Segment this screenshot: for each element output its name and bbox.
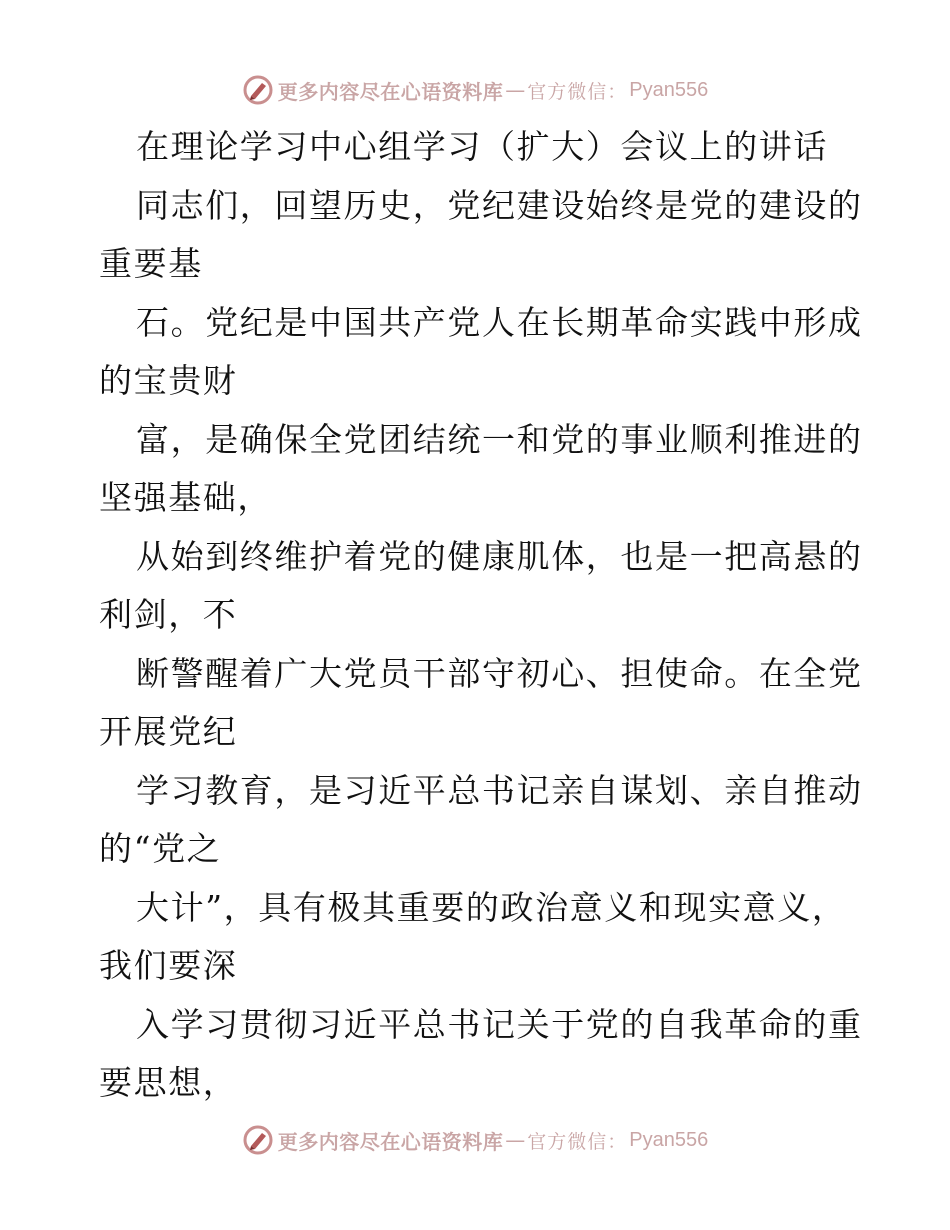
watermark-wechat-label: 官方微信： [527,80,628,103]
watermark-site-name: 更多内容尽在心语资料库 [277,79,504,104]
text-line: 石。党纪是中国共产党人在长期革命实践中形成 [136,302,863,342]
text-line: 学习教育，是习近平总书记亲自谋划、亲自推动 [136,770,863,810]
watermark-dash: — [505,1128,526,1152]
pen-logo-icon [242,74,274,106]
document-body [99,118,863,1113]
text-line: 在理论学习中心组学习（扩大）会议上的讲话 [136,127,828,166]
text-line: 的“党之 [99,829,222,868]
text-line: 我们要深 [99,946,238,985]
text-line: 从始到终维护着党的健康肌体，也是一把高悬的 [136,536,863,576]
footer-watermark [0,1120,950,1160]
watermark-dash: — [505,78,526,102]
watermark-site-name: 更多内容尽在心语资料库 [277,1129,504,1154]
text-line: 坚强基础， [99,478,272,517]
watermark-wechat-label: 官方微信： [527,1130,628,1153]
watermark-wechat-id: Pyan556 [629,1128,709,1151]
text-line: 要思想， [99,1063,238,1102]
text-line: 同志们，回望历史，党纪建设始终是党的建设的 [136,185,863,225]
watermark-wechat-id: Pyan556 [629,78,709,101]
text-line: 利剑，不 [99,595,238,634]
text-line: 的宝贵财 [99,361,238,400]
text-line: 重要基 [99,244,203,283]
text-line: 开展党纪 [99,712,238,751]
text-line: 富，是确保全党团结统一和党的事业顺利推进的 [136,419,863,459]
text-line: 大计”，具有极其重要的政治意义和现实意义， [136,887,847,927]
text-line: 入学习贯彻习近平总书记关于党的自我革命的重 [136,1004,863,1044]
header-watermark [0,70,950,110]
pen-logo-icon [242,1124,274,1156]
text-line: 断警醒着广大党员干部守初心、担使命。在全党 [136,653,863,693]
